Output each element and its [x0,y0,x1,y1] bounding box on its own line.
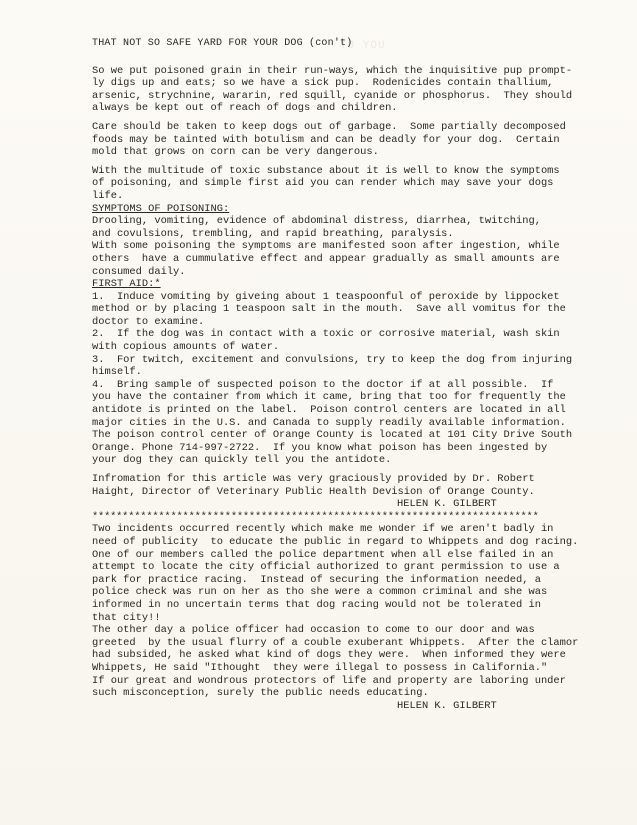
first-aid-step [92,354,592,379]
first-aid-step [92,379,592,467]
text-line: of poisoning, and simple first aid you can render which may save your dogs [92,177,554,190]
text-line: your dog they can quickly tell you the antidote. [92,454,392,467]
first-aid-step [92,328,592,353]
paragraph-toxic-substances [92,165,592,203]
text-line: 3. For twitch, excitement and convulsions, try to keep the dog from injuring [92,353,573,366]
paragraph-publicity [92,523,592,624]
text-line: foods may be tainted with botulism and can be deadly for your dog. Certain [92,133,560,146]
text-line: greeted by the usual flurry of a couble exuberant Whippets. After the clamor [92,636,579,649]
text-line: 2. If the dog was in contact with a toxic or corrosive material, wash skin [92,328,560,341]
text-line: arsenic, strychnine, wararin, red squill, cyanide or phosphorus. They should [92,89,573,102]
text-line: others have a cummulative effect and appear gradually as small amounts are [92,252,560,265]
text-line: attempt to locate the city official authorized to grant permission to use a [92,561,560,574]
signature: HELEN K. GILBERT [397,699,497,712]
page-title: THAT NOT SO SAFE YARD FOR YOUR DOG (con't) [92,38,353,49]
signature: HELEN K. GILBERT [397,498,497,511]
paragraph-garbage [92,121,592,159]
text-line: such misconception, surely the public needs educating. [92,687,429,700]
text-line: doctor to examine. [92,315,205,328]
text-line: Two incidents occurred recently which make me wonder if we aren't badly in [92,523,554,536]
paragraph-rodenticides [92,65,592,115]
text-line: 1. Induce vomiting by giveing about 1 teaspoonful of peroxide by lippocket [92,290,560,303]
text-line: method or by placing 1 teaspoon salt in the mouth. Save all vomitus for the [92,303,566,316]
document-body [92,38,592,712]
separator-line: ************************************************************************** [92,510,539,523]
text-line: Haight, Director of Veterinary Public Health Devision of Orange County. [92,485,535,498]
bleed-through-text: TO YOU [340,40,386,52]
text-line: need of publicity to educate the public in regard to Whippets and dog racing. [92,535,579,548]
text-line: 4. Bring sample of suspected poison to the doctor if at all possible. If [92,378,554,391]
text-line: Drooling, vomiting, evidence of abdominal distress, diarrhea, twitching, [92,215,541,228]
text-line: informed in no uncertain terms that dog racing would not be tolerated in [92,598,541,611]
text-line: mold that grows on corn can be very dangerous. [92,146,379,159]
text-line: Care should be taken to keep dogs out of garbage. Some partially decomposed [92,120,566,133]
text-line: Orange. Phone 714-997-2722. If you know what poison has been ingested by [92,441,548,454]
text-line: with copious amounts of water. [92,341,280,354]
symptoms-list [92,215,592,278]
symptoms-heading: SYMPTOMS OF POISONING: [92,202,230,215]
paragraph-police-officer [92,624,592,700]
text-line: you have the container from which it came, bring that too for frequently the [92,391,566,404]
text-line: So we put poisoned grain in their run-ways, which the inquisitive pup prompt- [92,64,573,77]
first-aid-step [92,291,592,329]
text-line: One of our members called the police department when all else failed in an [92,548,554,561]
text-line: If our great and wondrous protectors of life and property are laboring under [92,674,566,687]
text-line: life. [92,189,124,202]
text-line: park for practice racing. Instead of securing the information needed, a [92,573,541,586]
credit-paragraph [92,473,592,498]
text-line: Infromation for this article was very graciously provided by Dr. Robert [92,473,535,485]
text-line: that city!! [92,611,161,624]
text-line: With the multitude of toxic substance about it is well to know the symptoms [92,164,560,177]
text-line: police check was run on her as tho she were a common criminal and she was [92,586,548,599]
text-line: had subsided, he asked what kind of dogs they were. When informed they were [92,649,566,662]
text-line: himself. [92,366,142,379]
text-line: Whippets, He said "Ithought they were illegal to possess in California." [92,661,548,674]
text-line: and covulsions, trembling, and rapid breathing, paralysis. [92,227,454,240]
text-line: consumed daily. [92,265,186,278]
text-line: With some poisoning the symptoms are manifested soon after ingestion, while [92,240,560,253]
first-aid-heading: FIRST AID:* [92,278,161,291]
text-line: The poison control center of Orange County is located at 101 City Drive South [92,429,573,442]
text-line: major cities in the U.S. and Canada to supply readily available information. [92,416,566,429]
text-line: antidote is printed on the label. Poison control centers are located in all [92,404,566,417]
text-line: ly digs up and eats; so we have a sick pup. Rodenicides contain thallium, [92,77,554,90]
text-line: The other day a police officer had occasion to come to our door and was [92,624,535,637]
text-line: always be kept out of reach of dogs and children. [92,102,398,115]
